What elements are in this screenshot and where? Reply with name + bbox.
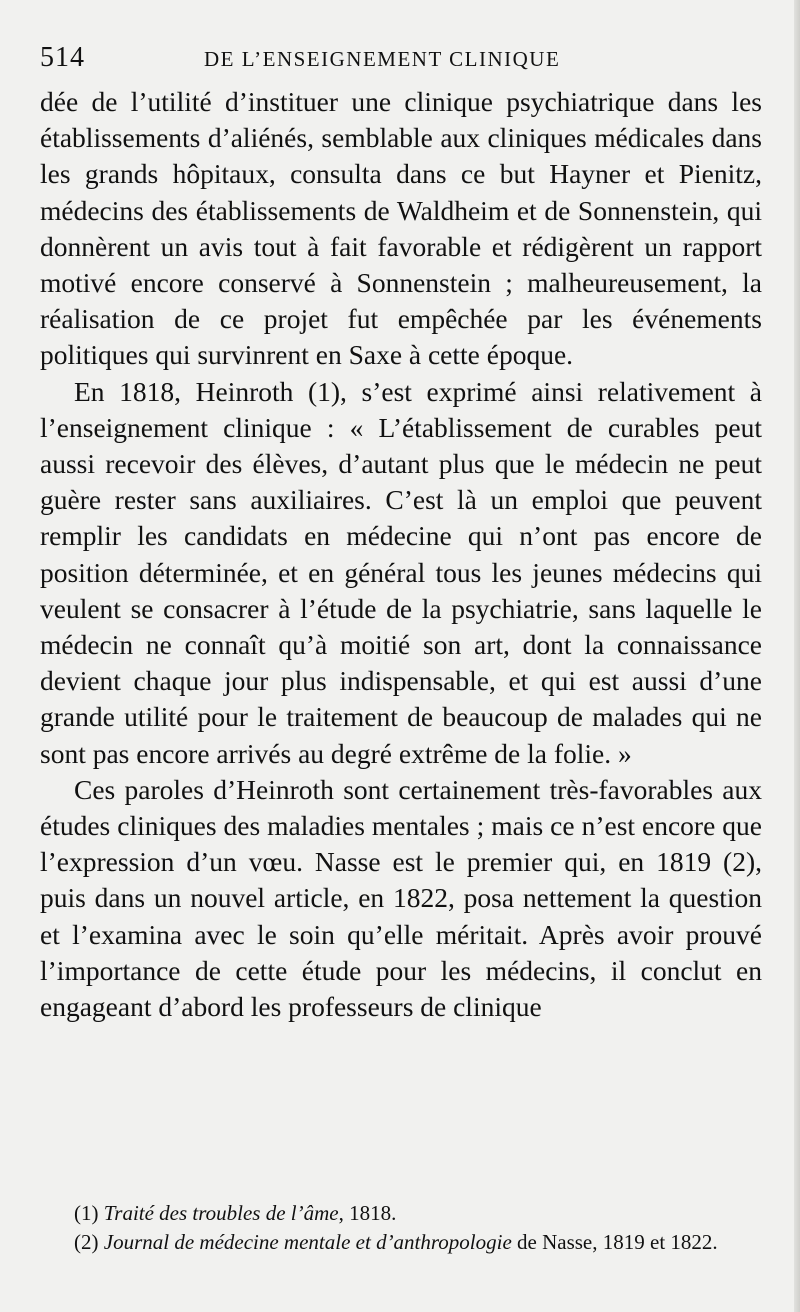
page-number: 514 [40,42,85,73]
footnote-title: Journal de médecine mentale et d’anthropologie [103,1230,512,1254]
running-head: DE L’ENSEIGNEMENT CLINIQUE [204,47,561,71]
footnote-1 [40,1199,762,1228]
paragraph-nasse: Ces paroles d’Heinroth sont certainement très-favorables aux études cliniques des maladies mentales ; mais ce n’est encore que l’expression d’un vœu. Nasse est le premier qui, en 1819 (2), puis dans un nouvel article, en 1822, posa nettement la question et l’examina avec le soin qu’elle méritait. Après avoir prouvé l’importance de cette étude pour les médecins, il conclut en engageant d’abord les professeurs de clinique [40,773,762,1023]
footnote-rest: de Nasse, 1819 et 1822. [511,1230,718,1254]
paragraph-heinroth: En 1818, Heinroth (1), s’est exprimé ainsi relativement à l’enseignement clinique : « L’établissement de curables peut aussi recevoir des élèves, d’autant plus que le médecin ne peut guère rester sans auxiliaires. C’est là un emploi que peuvent remplir les candidats en médecine qui n’ont pas encore de position déterminée, et en général tous les jeunes médecins qui veulent se consacrer à l’étude de la psychiatrie, sans laquelle le médecin ne connaît qu’à moitié son art, dont la connaissance devient chaque jour plus indispensable, et qui est aussi d’une grande utilité pour le traitement de beaucoup de malades qui ne sont pas encore arrivés au degré extrême de la folie. » [40,375,762,769]
footnote-title: Traité des troubles de l’âme [103,1201,339,1225]
footnote-marker: (2) [74,1230,99,1254]
scan-edge-shadow [794,0,800,1312]
page-header [40,42,762,78]
footnote-marker: (1) [74,1201,99,1225]
footnote-2 [40,1228,762,1257]
footnotes [40,1199,762,1257]
paragraph-continuation: dée de l’utilité d’instituer une clinique psychiatrique dans les établissements d’aliénés, semblable aux cliniques médicales dans les grands hôpitaux, consulta dans ce but Hayner et Pienitz, médecins des établissements de Waldheim et de Sonnenstein, qui donnèrent un avis tout à fait favorable et rédigèrent un rapport motivé encore conservé à Sonnenstein ; malheureusement, la réalisation de ce projet fut empêchée par les événements politiques qui survinrent en Saxe à cette époque. [40,86,762,371]
footnote-rest: , 1818. [338,1201,397,1225]
body-text [40,84,762,1025]
